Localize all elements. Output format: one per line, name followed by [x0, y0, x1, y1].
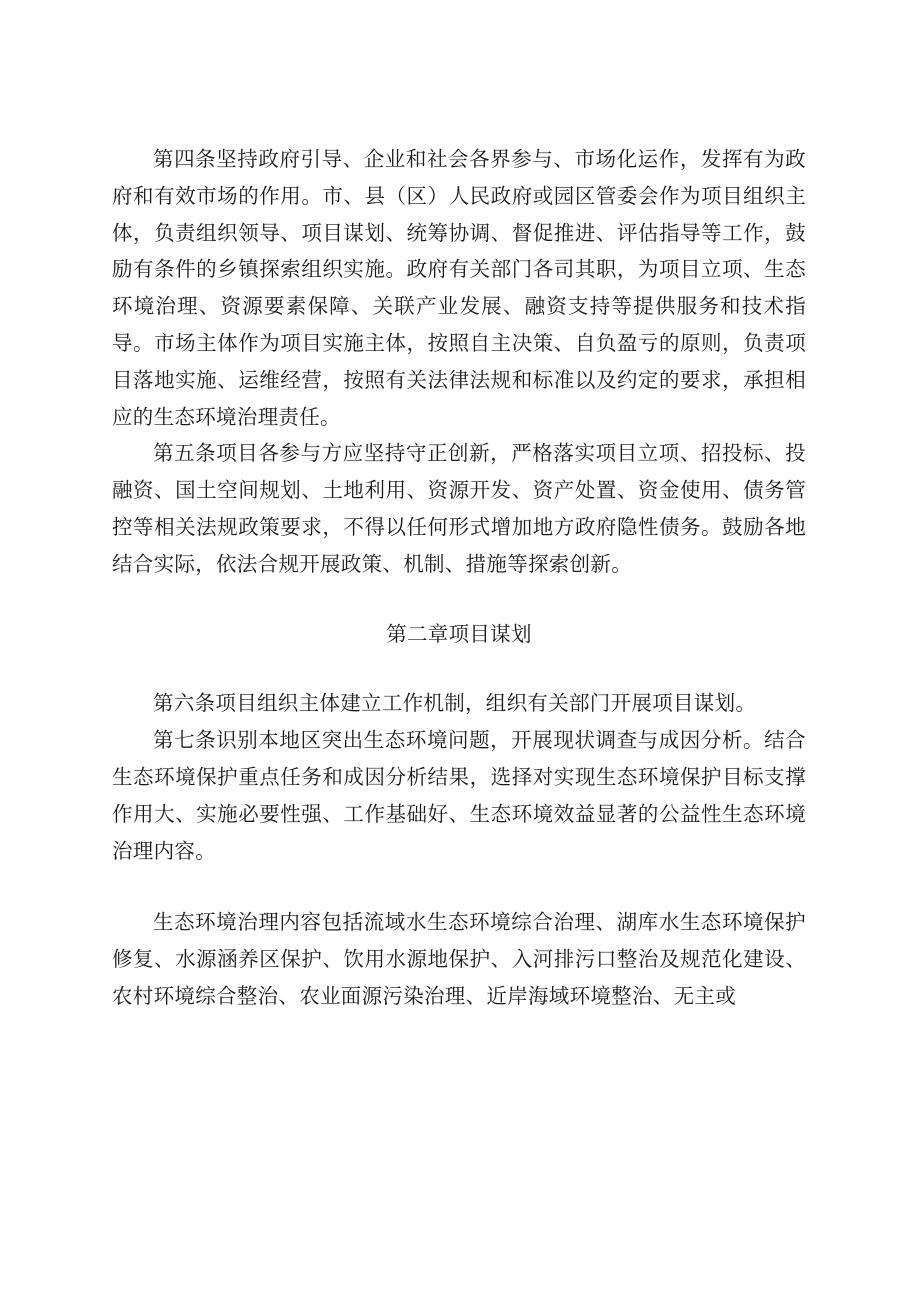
governance-content-paragraph: 生态环境治理内容包括流域水生态环境综合治理、湖库水生态环境保护修复、水源涵养区保护、饮用水源地保护、入河排污口整治及规范化建设、农村环境综合整治、农业面源污染治理、近岸海域环境整治、无主或: [112, 910, 806, 1008]
spacer: [112, 583, 806, 616]
article-6-paragraph: 第六条项目组织主体建立工作机制，组织有关部门开展项目谋划。: [153, 691, 757, 716]
chapter-2-title: 第二章项目谋划: [386, 621, 532, 646]
article-5-paragraph: 第五条项目各参与方应坚持守正创新，严格落实项目立项、招投标、投融资、国土空间规划、土地利用、资源开发、资产处置、资金使用、债务管控等相关法规政策要求，不得以任何形式增加地方政府隐性债务。鼓励各地结合实际，依法合规开展政策、机制、措施等探索创新。: [112, 441, 806, 576]
article-7-paragraph: 第七条识别本地区突出生态环境问题，开展现状调查与成因分析。结合生态环境保护重点任务和成因分析结果，选择对实现生态环境保护目标支撑作用大、实施必要性强、工作基础好、生态环境效益显著的公益性生态环境治理内容。: [112, 728, 806, 863]
document-body: [112, 141, 806, 1015]
spacer: [112, 869, 806, 904]
article-4-paragraph: 第四条坚持政府引导、企业和社会各界参与、市场化运作，发挥有为政府和有效市场的作用。市、县（区）人民政府或园区管委会作为项目组织主体，负责组织领导、项目谋划、统筹协调、督促推进、评估指导等工作，鼓励有条件的乡镇探索组织实施。政府有关部门各司其职，为项目立项、生态环境治理、资源要素保障、关联产业发展、融资支持等提供服务和技术指导。市场主体作为项目实施主体，按照自主决策、自负盈亏的原则，负责项目落地实施、运维经营，按照有关法律法规和标准以及约定的要求，承担相应的生态环境治理责任。: [112, 147, 806, 429]
spacer: [112, 652, 806, 685]
